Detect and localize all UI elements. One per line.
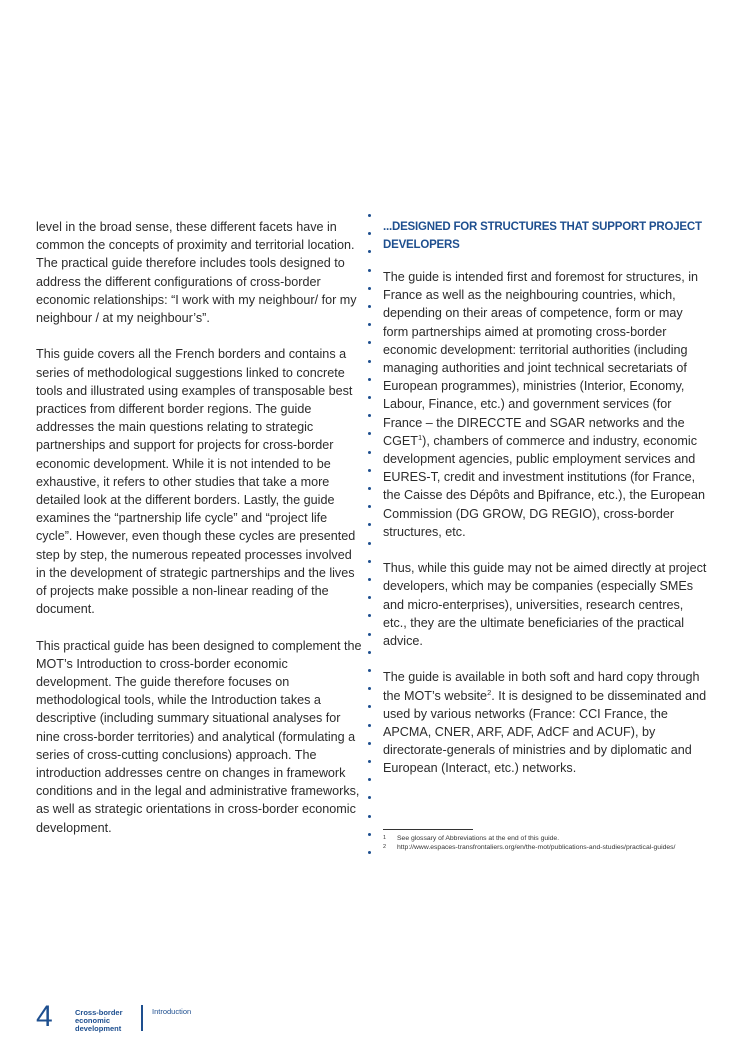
divider-dot xyxy=(368,523,371,526)
divider-dot xyxy=(368,469,371,472)
divider-dot xyxy=(368,250,371,253)
divider-dot xyxy=(368,578,371,581)
divider-dot xyxy=(368,341,371,344)
divider-dot xyxy=(368,724,371,727)
divider-dot xyxy=(368,360,371,363)
left-paragraph-2: This guide covers all the French borders and contains a series of methodological suggestions linked to concrete tools and illustrated using examples of transposable best practices from different border regions. The guide addresses the main questions relating to strategic partnerships and support for projects for cross-border economic development. While it is not intended to be exhaustive, it refers to other studies that take a more detailed look at the different borders. Lastly, the guide examines the “partnership life cycle” and “project life cycle”. However, even though these cycles are presented step by step, the numerous repeated processes involved in the development of strategic partnerships and the lives of projects make possible a non-linear reading of the document. xyxy=(36,347,356,617)
divider-dot xyxy=(368,542,371,545)
divider-dot xyxy=(368,269,371,272)
divider-dot xyxy=(368,323,371,326)
divider-dot xyxy=(368,305,371,308)
section-label: Introduction xyxy=(152,1007,192,1016)
right-paragraph-1: The guide is intended first and foremost for structures, in France as well as the neighbouring countries, which, depending on their areas of competence, form or may form partnerships aimed at promoting cross-border economic development: territorial authorities (including managing authorities and joint technical secretariats of European programmes), ministries (Interior, Economy, Labour, Finance, etc.) and government services (for France – the DIRECCTE and SGAR networks and the CGET$^1$), chambers of commerce and industry, economic development agencies, public employment services and EURES-T, credit and investment institutions (for France, the Caisse des Dépôts and Bpifrance, etc.), the European Commission (DG GROW, DG REGIO), cross-border structures, etc. xyxy=(383,270,706,539)
divider-dot xyxy=(368,214,371,217)
divider-dot xyxy=(368,396,371,399)
footnote-2: 2 http://www.espaces-transfrontaliers.org/en/the-mot/publications-and-studies/practical-guides/ xyxy=(383,843,676,851)
divider-dot xyxy=(368,232,371,235)
right-paragraph-3: The guide is available in both soft and hard copy through the MOT’s website$^2$. It is designed to be disseminated and used by various networks (France: CCI France, the APCMA, CNER, ARF, ADF, AdCF and ACUF), by directorate-generals of ministries and by diplomatic and European (Interact, etc.) networks. xyxy=(383,670,707,776)
divider-dot xyxy=(368,796,371,799)
column-divider-dots xyxy=(368,214,372,864)
divider-dot xyxy=(368,633,371,636)
divider-dot xyxy=(368,378,371,381)
left-column xyxy=(36,218,362,855)
footer-divider xyxy=(141,1005,143,1031)
publication-title: Cross-border economic development xyxy=(75,1008,123,1033)
divider-dot xyxy=(368,778,371,781)
footnote-ref-1: 1 xyxy=(417,432,423,442)
divider-dot xyxy=(368,651,371,654)
left-paragraph-1: level in the broad sense, these different facets have in common the concepts of proximity and territorial location. The practical guide therefore includes tools designed to address the different configurations of cross-border economic relationships: “I work with my neighbour/ for my neighbour / at my neighbour’s”. xyxy=(36,220,357,326)
divider-dot xyxy=(368,742,371,745)
divider-dot xyxy=(368,432,371,435)
divider-dot xyxy=(368,669,371,672)
divider-dot xyxy=(368,451,371,454)
divider-dot xyxy=(368,614,371,617)
divider-dot xyxy=(368,505,371,508)
divider-dot xyxy=(368,833,371,836)
page-number: 4 xyxy=(36,1000,53,1033)
divider-dot xyxy=(368,687,371,690)
footnotes xyxy=(383,835,703,852)
divider-dot xyxy=(368,760,371,763)
divider-dot xyxy=(368,560,371,563)
divider-dot xyxy=(368,851,371,854)
footnote-ref-2: 2 xyxy=(487,687,492,697)
divider-dot xyxy=(368,414,371,417)
left-paragraph-3: This practical guide has been designed to complement the MOT’s Introduction to cross-border economic development. The guide therefore focuses on methodological tools, while the Introduction takes a descriptive (including summary situational analyses for nine cross-border territories) and analytical (formulating a series of cross-cutting conclusions) approach. The introduction addresses centre on changes in framework conditions and in the legal and administrative frameworks, as well as strategic orientations in cross-border economic development. xyxy=(36,638,362,835)
right-column xyxy=(383,218,709,796)
footnote-1: 1 See glossary of Abbreviations at the end of this guide. xyxy=(383,835,560,842)
section-heading: ...DESIGNED FOR STRUCTURES THAT SUPPORT PROJECT DEVELOPERS xyxy=(383,221,702,251)
footnote-rule xyxy=(383,829,473,830)
divider-dot xyxy=(368,705,371,708)
divider-dot xyxy=(368,487,371,490)
divider-dot xyxy=(368,596,371,599)
divider-dot xyxy=(368,287,371,290)
right-paragraph-2: Thus, while this guide may not be aimed directly at project developers, which may be companies (especially SMEs and micro-enterprises), universities, research centres, etc., they are the ultimate beneficiaries of the practical advice. xyxy=(383,561,707,649)
divider-dot xyxy=(368,815,371,818)
